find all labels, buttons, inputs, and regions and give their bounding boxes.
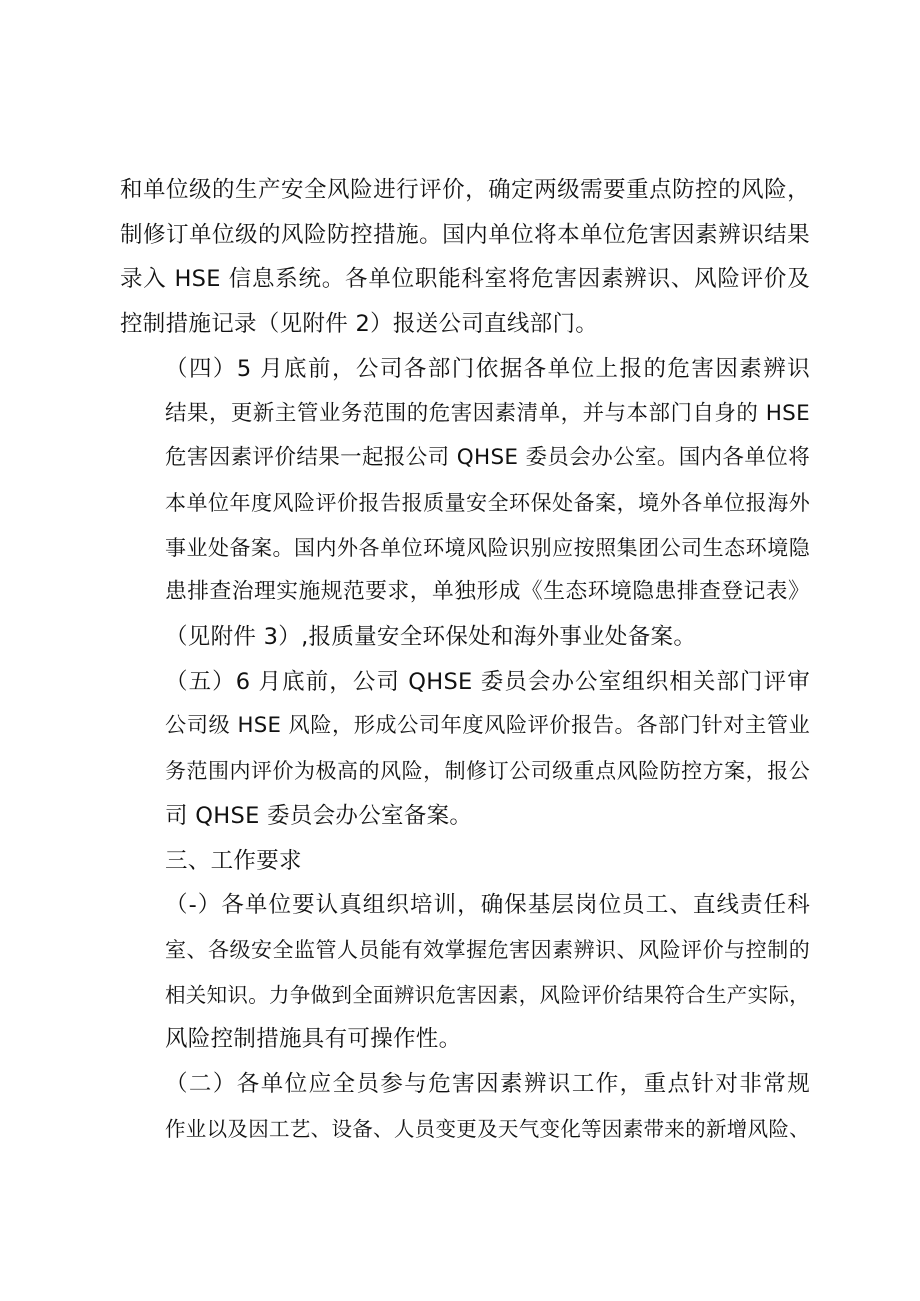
section-heading: 三、工作要求 [165,847,302,874]
text-line: （-）各单位要认真组织培训，确保基层岗位员工、直线责任科 [165,892,810,919]
text-line: 本单位年度风险评价报告报质量安全环保处备案，境外各单位报海外 [165,490,810,515]
text-line: 风险控制措施具有可操作性。 [165,1026,462,1053]
text-line: 危害因素评价结果一起报公司 QHSE 委员会办公室。国内各单位将 [165,445,810,471]
text-line: （五）6 月底前，公司 QHSE 委员会办公室组织相关部门评审 [165,668,810,695]
paragraph-requirement-two [120,1062,810,1151]
text-line: 事业处备案。国内外各单位环境风险识别应按照集团公司生态环境隐 [165,535,810,560]
text-line: （见附件 3）,报质量安全环保处和海外事业处备案。 [165,624,697,651]
text-line: 公司级 HSE 风险，形成公司年度风险评价报告。各部门针对主管业 [165,713,810,739]
text-line: 务范围内评价为极高的风险，制修订公司级重点风险防控方案，报公 [165,759,810,784]
text-line: 和单位级的生产安全风险进行评价，确定两级需要重点防控的风险， [120,177,810,203]
paragraph-item-four [120,347,810,660]
text-line: 控制措施记录（见附件 2）报送公司直线部门。 [120,311,599,338]
paragraph-requirement-one [120,883,810,1062]
text-line: 制修订单位级的风险防控措施。国内单位将本单位危害因素辨识结果 [120,221,810,248]
text-line: （四）5 月底前，公司各部门依据各单位上报的危害因素辨识 [165,355,810,382]
text-line: 相关知识。力争做到全面辨识危害因素，风险评价结果符合生产实际， [165,982,810,1007]
text-line: 结果，更新主管业务范围的危害因素清单，并与本部门自身的 HSE [165,400,810,426]
text-line: 患排查治理实施规范要求，单独形成《生态环境隐患排查登记表》 [165,579,810,605]
text-line: 司 QHSE 委员会办公室备案。 [165,802,473,829]
text-line: 录入 HSE 信息系统。各单位职能科室将危害因素辨识、风险评价及 [120,266,810,293]
text-line: 作业以及因工艺、设备、人员变更及天气变化等因素带来的新增风险、 [165,1116,810,1141]
paragraph-item-five [120,660,810,839]
text-line: （二）各单位应全员参与危害因素辨识工作，重点针对非常规 [165,1071,810,1098]
paragraph-unit-risk-evaluation [120,168,810,347]
text-line: 室、各级安全监管人员能有效掌握危害因素辨识、风险评价与控制的 [165,937,810,962]
document-body [120,168,810,1151]
section-heading-work-requirements [120,839,810,884]
